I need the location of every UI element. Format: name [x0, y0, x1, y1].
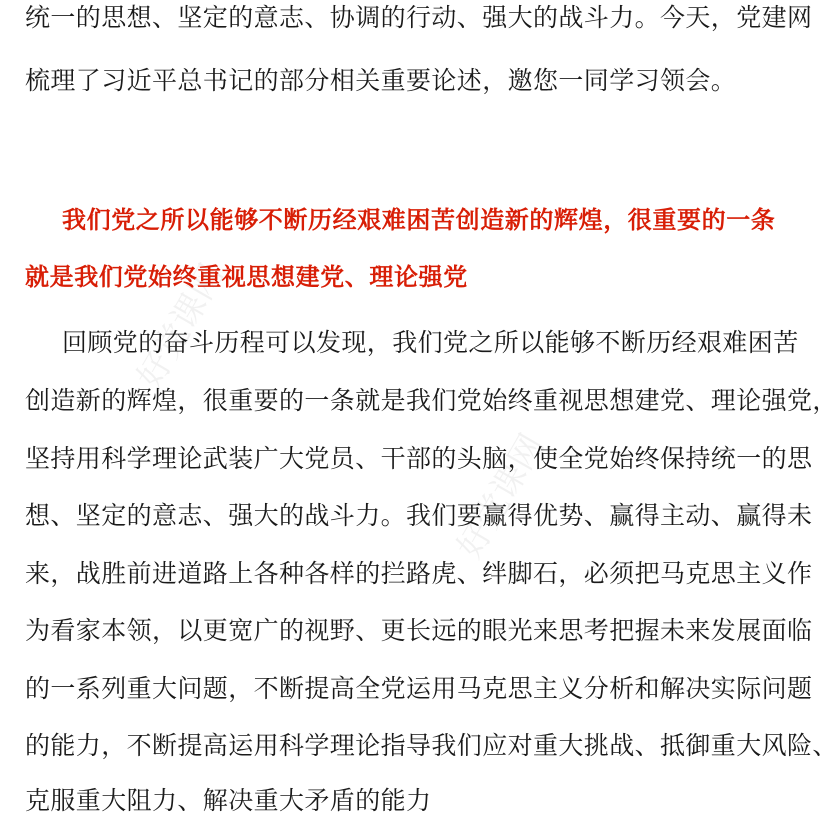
- intro-line-2: 梳理了习近平总书记的部分相关重要论述，邀您一同学习领会。: [25, 66, 737, 95]
- body-line-1: 回顾党的奋斗历程可以发现，我们党之所以能够不断历经艰难困苦: [62, 328, 799, 357]
- watermark-left: 好党课网: [129, 257, 233, 396]
- intro-line-1: 统一的思想、坚定的意志、协调的行动、强大的战斗力。今天，党建网: [25, 3, 813, 32]
- section-heading-line-2: 就是我们党始终重视思想建党、理论强党: [25, 263, 468, 291]
- body-line-6: 为看家本领，以更宽广的视野、更长远的眼光来思考把握未来发展面临: [25, 616, 813, 645]
- watermark-right: 好党课网: [449, 427, 553, 566]
- body-line-2: 创造新的辉煌，很重要的一条就是我们党始终重视思想建党、理论强党，: [25, 386, 838, 415]
- body-line-7: 的一系列重大问题，不断提高全党运用马克思主义分析和解决实际问题: [25, 674, 813, 703]
- body-line-9: 克服重大阻力、解决重大矛盾的能力: [25, 786, 432, 815]
- body-line-3: 坚持用科学理论武装广大党员、干部的头脑，使全党始终保持统一的思: [25, 444, 813, 473]
- section-heading-line-1: 我们党之所以能够不断历经艰难困苦创造新的辉煌，很重要的一条: [62, 206, 776, 234]
- body-line-8: 的能力，不断提高运用科学理论指导我们应对重大挑战、抵御重大风险、: [25, 731, 838, 760]
- body-line-5: 来，战胜前进道路上各种各样的拦路虎、绊脚石，必须把马克思主义作: [25, 559, 813, 588]
- body-line-4: 想、坚定的意志、强大的战斗力。我们要赢得优势、赢得主动、赢得未: [25, 501, 813, 530]
